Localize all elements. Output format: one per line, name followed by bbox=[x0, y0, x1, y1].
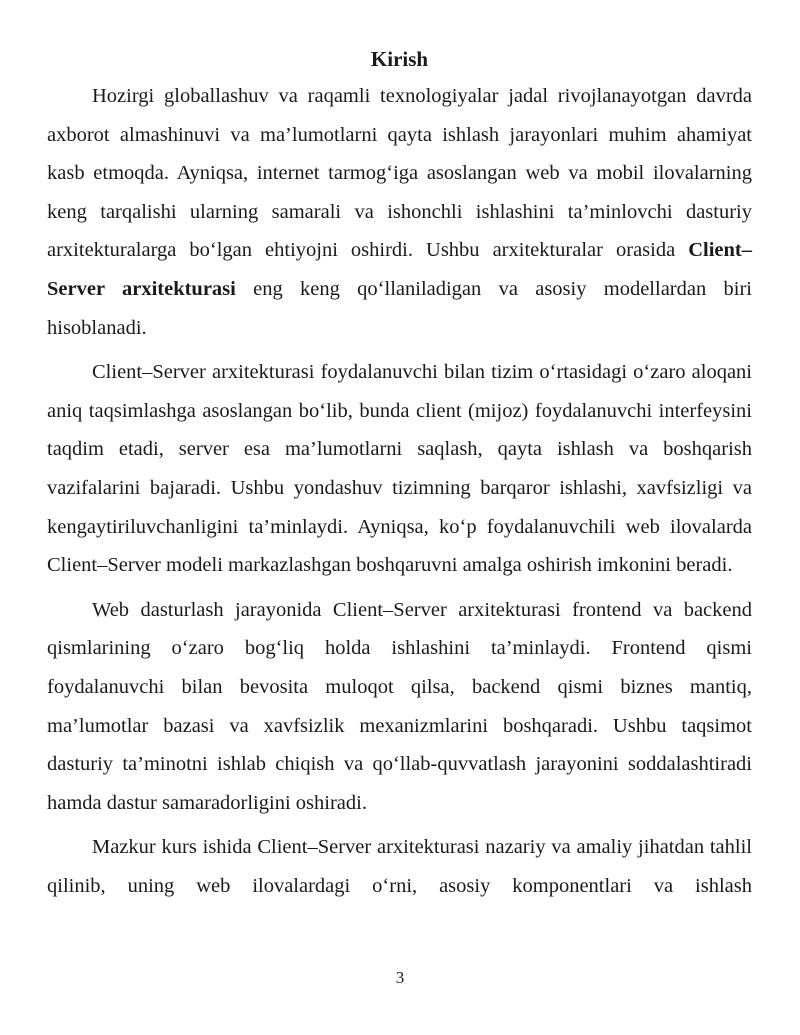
paragraph-1-bold-term: Client–Server arxitekturasi bbox=[47, 239, 752, 300]
section-title: Kirish bbox=[370, 47, 429, 71]
paragraph-1-text-before: Hozirgi globallashuv va raqamli texnologiyalar jadal rivojlanayotgan davrda axborot almashinuvi va ma’lumotlarni qayta ishlash jarayonlari muhim ahamiyat kasb etmoqda. Ayniqsa, internet tarmog‘iga asoslangan web va mobil ilovalarning keng tarqalishi ularning samarali va ishonchli ishlashini ta’minlovchi dasturiy arxitekturalarga bo‘lgan ehtiyojni oshirdi. Ushbu arxitekturalar orasida bbox=[47, 85, 752, 262]
page-number: 3 bbox=[395, 968, 405, 987]
paragraph-1 bbox=[47, 77, 752, 347]
paragraph-4: Mazkur kurs ishida Client–Server arxitekturasi nazariy va amaliy jihatdan tahlil qilinib, uning web ilovalardagi o‘rni, asosiy komponentlari va ishlash bbox=[47, 836, 752, 897]
paragraph-1-text-after: eng keng qo‘llaniladigan va asosiy modellardan biri hisoblanadi. bbox=[47, 277, 752, 339]
document-page bbox=[47, 44, 752, 911]
paragraph-3: Web dasturlash jarayonida Client–Server arxitekturasi frontend va backend qismlarining o‘zaro bog‘liq holda ishlashini ta’minlaydi. Frontend qismi foydalanuvchi bilan bevosita muloqot qilsa, backend qismi biznes mantiq, ma’lumotlar bazasi va xavfsizlik mexanizmlarini boshqaradi. Ushbu taqsimot dasturiy ta’minotni ishlab chiqish va qo‘llab-quvvatlash jarayonini soddalashtiradi hamda dastur samaradorligini oshiradi. bbox=[47, 598, 752, 814]
paragraph-2: Client–Server arxitekturasi foydalanuvchi bilan tizim o‘rtasidagi o‘zaro aloqani aniq taqsimlashga asoslangan bo‘lib, bunda client (mijoz) foydalanuvchi interfeysini taqdim etadi, server esa ma’lumotlarni saqlash, qayta ishlash va boshqarish vazifalarini bajaradi. Ushbu yondashuv tizimning barqaror ishlashi, xavfsizligi va kengaytiriluvchanligini ta’minlaydi. Ayniqsa, ko‘p foydalanuvchili web ilovalarda Client–Server modeli markazlashgan boshqaruvni amalga oshirish imkonini beradi. bbox=[47, 361, 752, 577]
